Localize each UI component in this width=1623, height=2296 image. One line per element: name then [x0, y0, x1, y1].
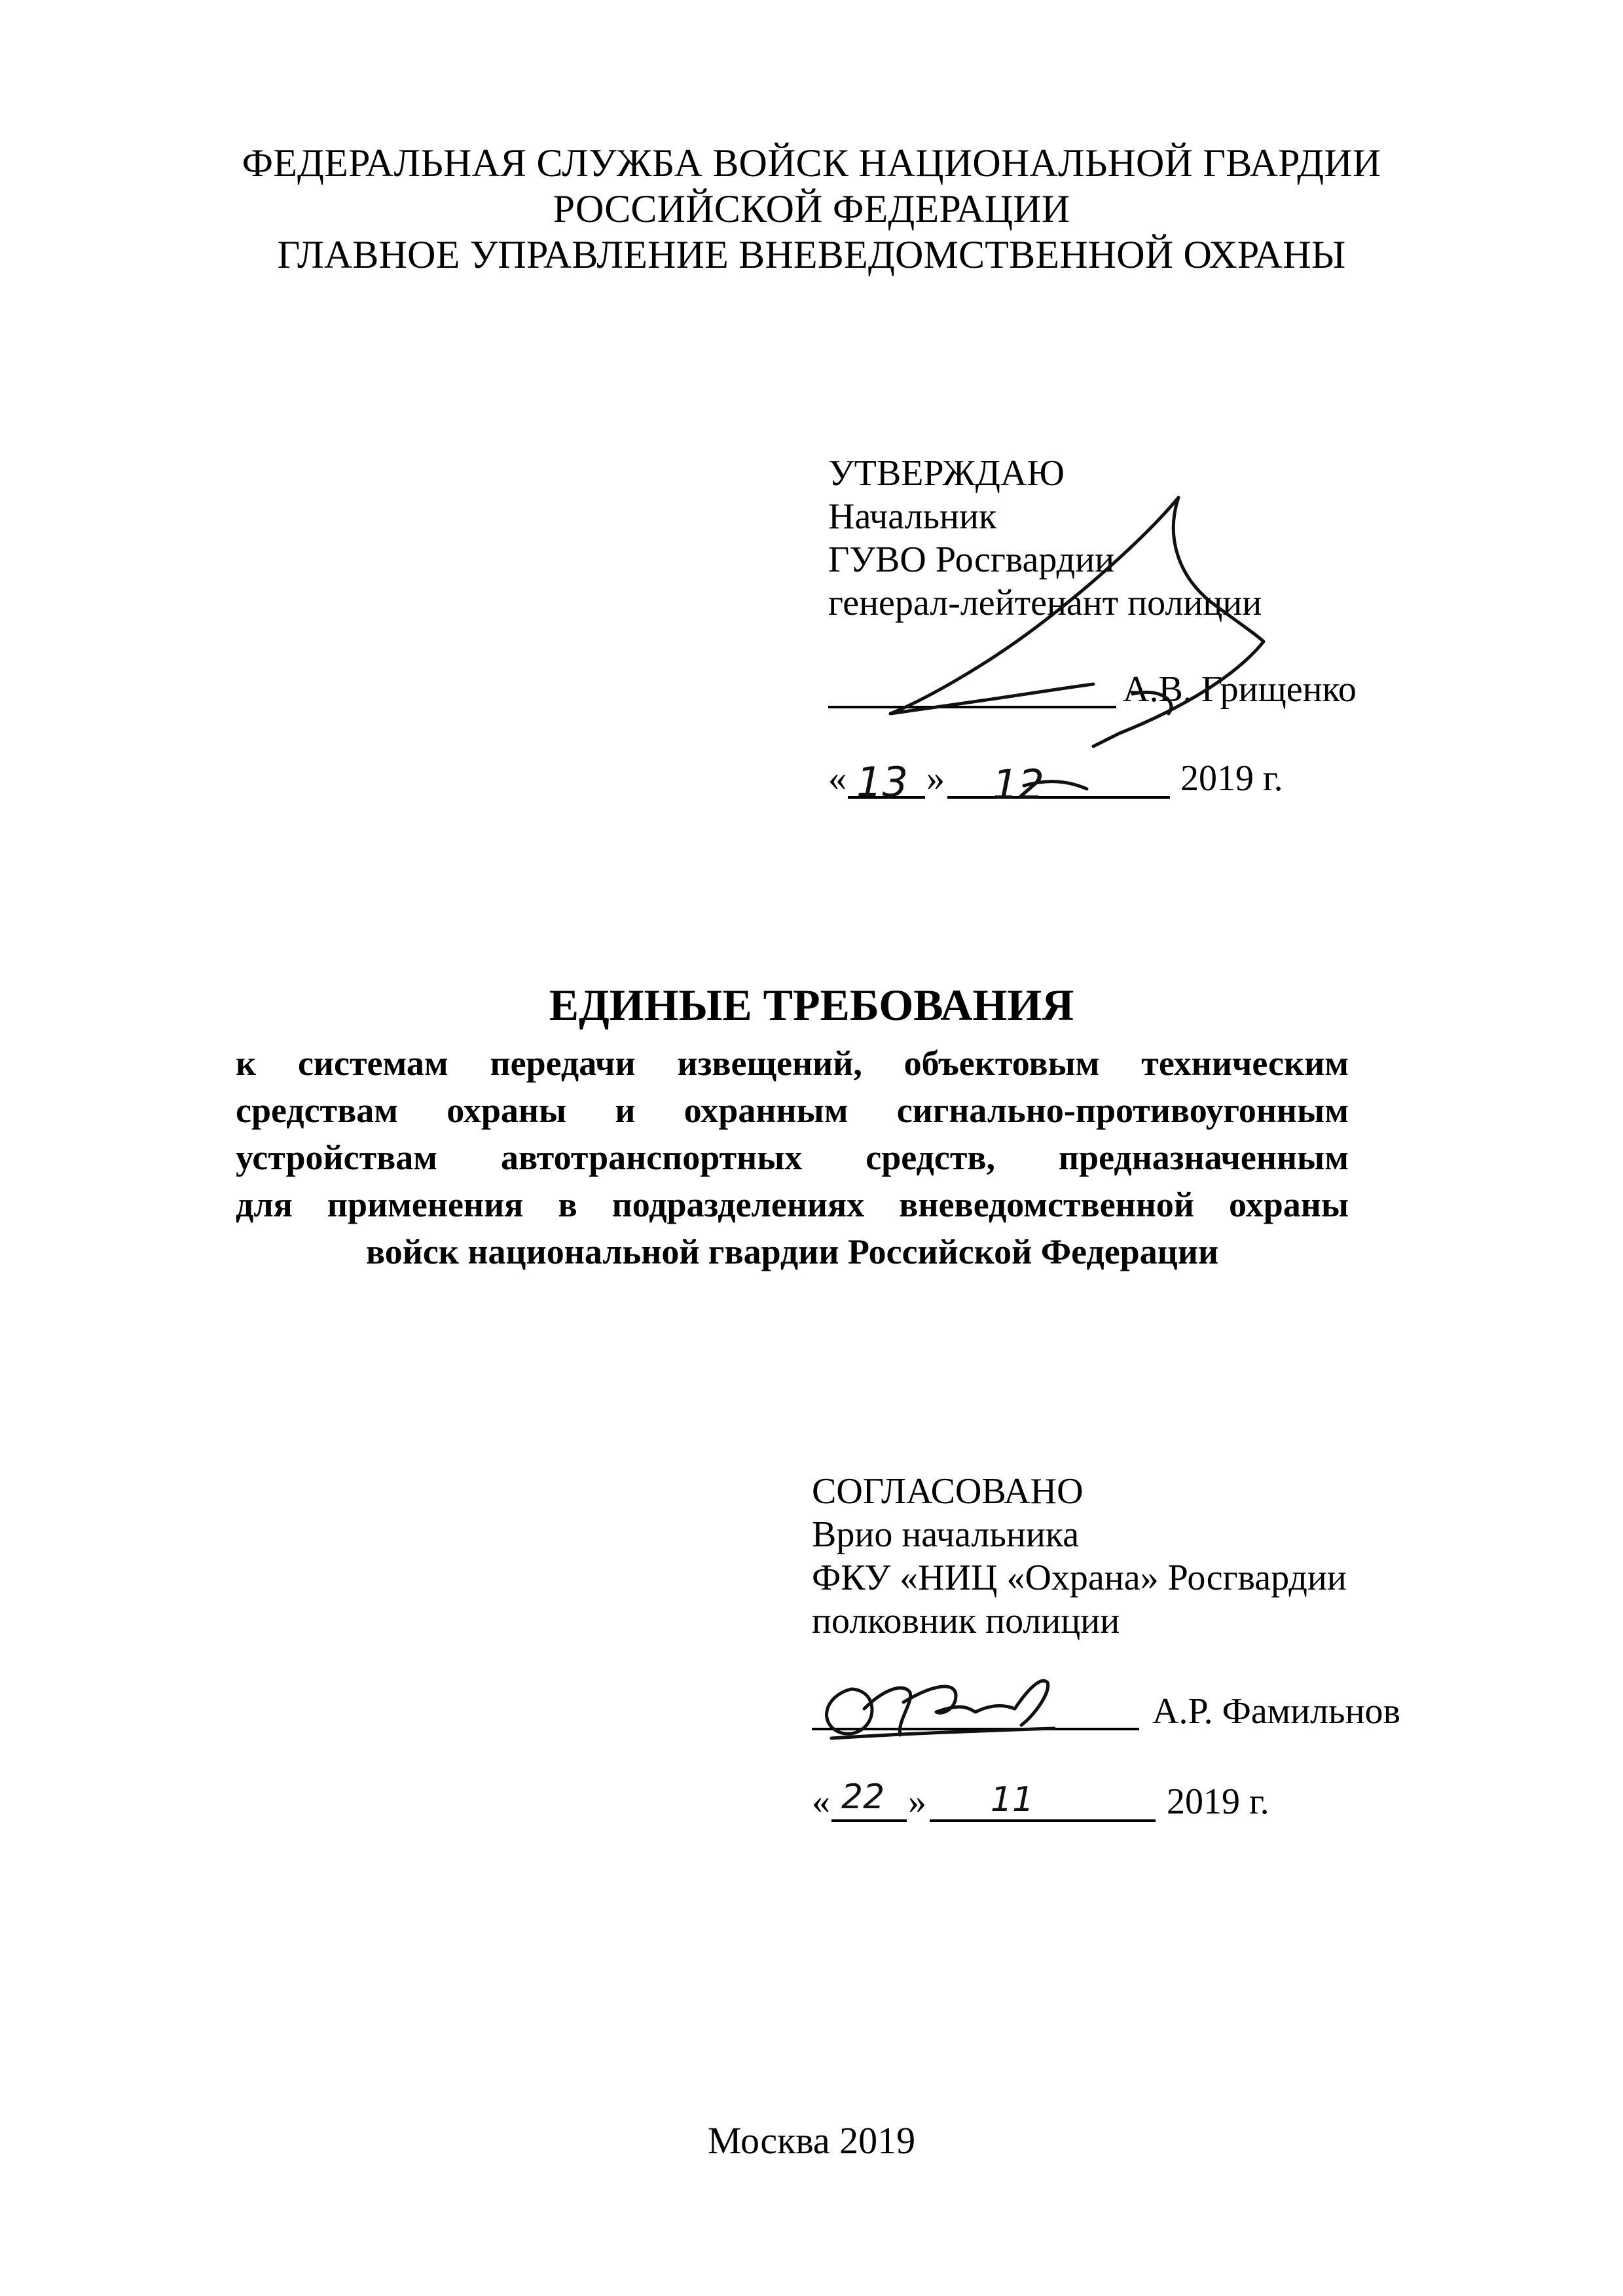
- date-quote-close: »: [926, 758, 945, 799]
- org-line-1: ФЕДЕРАЛЬНАЯ СЛУЖБА ВОЙСК НАЦИОНАЛЬНОЙ ГВАРДИИ: [242, 141, 1381, 185]
- signature-stroke: [903, 1686, 1015, 1713]
- approval-date-handwriting: [851, 753, 1218, 825]
- approver-name: А.В. Грищенко: [1123, 669, 1357, 710]
- agreer-rank: полковник полиции: [812, 1601, 1120, 1641]
- subtitle-line: к системам передачи извещений, объектовым техническим: [236, 1044, 1349, 1083]
- date-quote-open: «: [828, 758, 847, 799]
- subtitle-line: для применения в подразделениях вневедомственной охраны: [236, 1185, 1349, 1224]
- approver-signature: [871, 478, 1329, 753]
- signature-stroke: [1015, 1681, 1048, 1725]
- handwritten-day: 13: [856, 758, 908, 806]
- date-quote-close: »: [908, 1781, 926, 1822]
- handwritten-month: 12: [993, 761, 1044, 809]
- signature-stroke: [827, 1689, 872, 1734]
- approver-position: Начальник: [828, 496, 997, 537]
- subtitle-line: войск национальной гвардии Российской Федерации: [365, 1232, 1219, 1271]
- signature-stroke: [831, 1728, 1054, 1738]
- agreer-org: ФКУ «НИЦ «Охрана» Росгвардии: [812, 1558, 1347, 1598]
- org-line-2: РОССИЙСКОЙ ФЕДЕРАЦИИ: [553, 187, 1070, 230]
- signature-stroke: [1173, 498, 1264, 642]
- place-year: Москва 2019: [707, 2119, 916, 2162]
- signature-stroke: [1133, 692, 1171, 714]
- org-line-3: ГЛАВНОЕ УПРАВЛЕНИЕ ВНЕВЕДОМСТВЕННОЙ ОХРАНЫ: [277, 233, 1346, 276]
- handwritten-day: 22: [841, 1777, 885, 1817]
- approver-rank: генерал-лейтенант полиции: [828, 583, 1262, 623]
- approver-org: ГУВО Росгвардии: [828, 539, 1115, 580]
- signature-stroke: [890, 498, 1178, 714]
- approval-heading: УТВЕРЖДАЮ: [828, 453, 1065, 494]
- agreement-year: 2019 г.: [1167, 1781, 1269, 1822]
- date-quote-open: «: [812, 1781, 830, 1822]
- agreement-date-handwriting: [835, 1768, 1149, 1840]
- subtitle-line: средствам охраны и охранным сигнально-противоугонным: [236, 1091, 1349, 1130]
- agreement-heading: СОГЛАСОВАНО: [812, 1471, 1084, 1512]
- subtitle-line: устройствам автотранспортных средств, предназначенным: [236, 1138, 1349, 1177]
- agreer-signature: [805, 1663, 1080, 1748]
- agreer-position: Врио начальника: [812, 1514, 1080, 1555]
- approval-year: 2019 г.: [1180, 758, 1283, 799]
- agreer-name: А.Р. Фамильнов: [1152, 1691, 1400, 1732]
- signature-stroke: [1093, 642, 1264, 746]
- handwritten-month: 11: [991, 1780, 1034, 1819]
- document-title: ЕДИНЫЕ ТРЕБОВАНИЯ: [549, 980, 1074, 1030]
